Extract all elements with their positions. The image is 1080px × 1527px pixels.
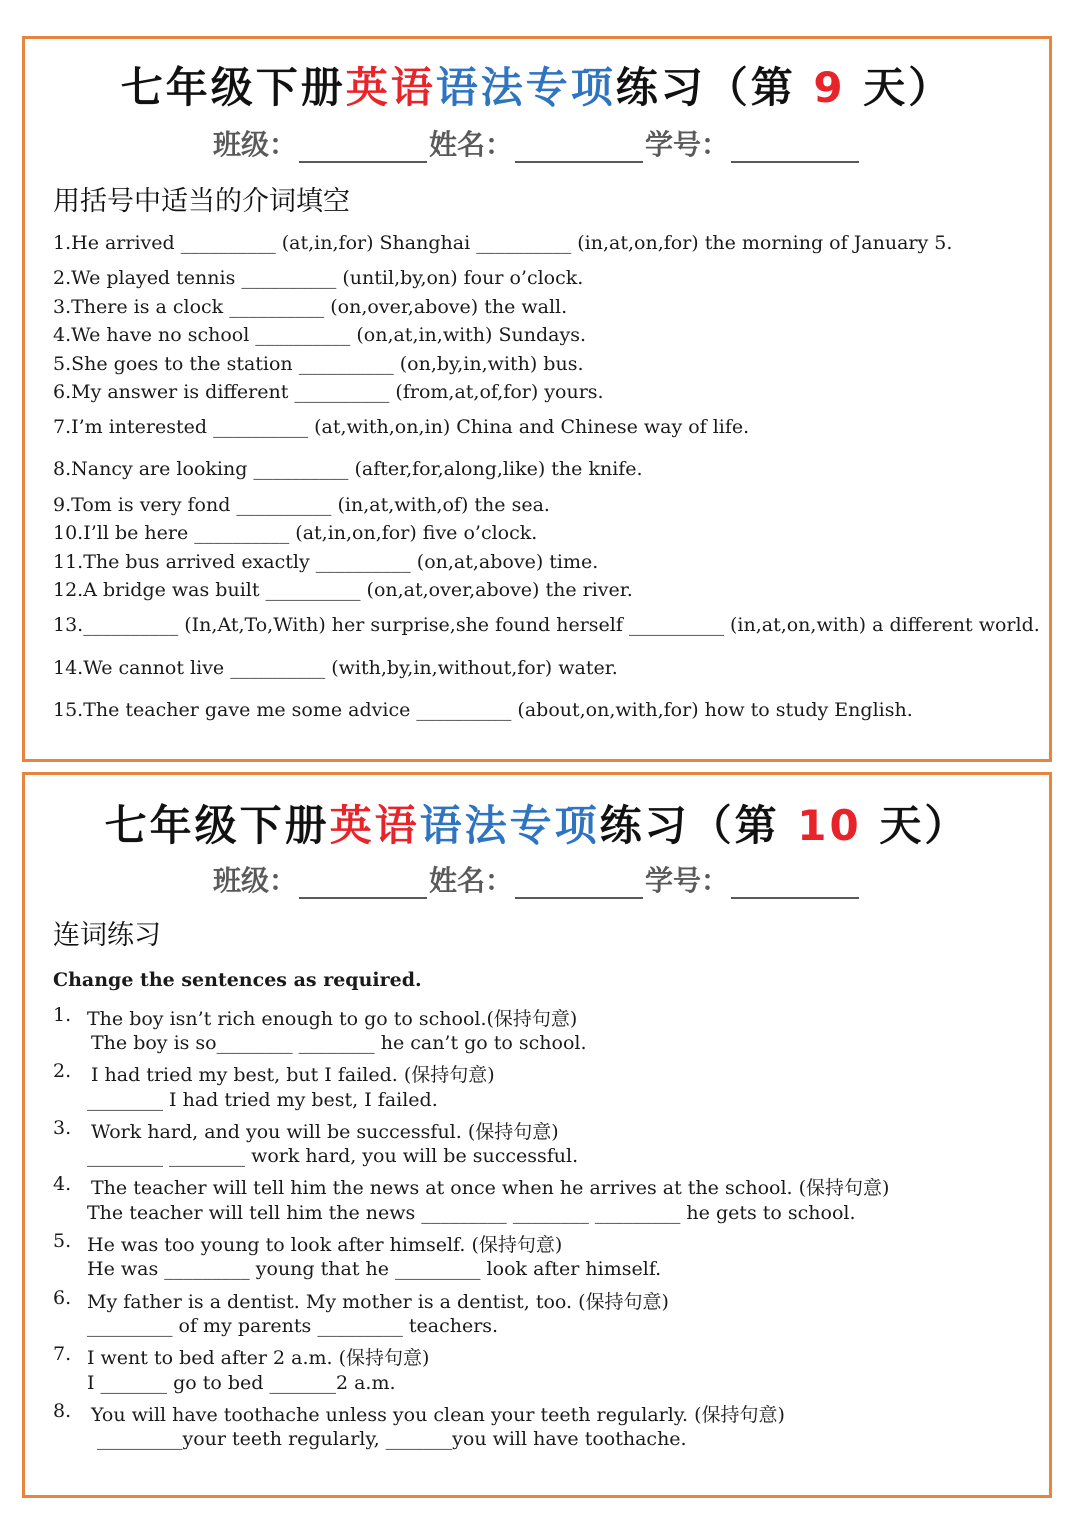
item-answer: _________ of my parents _________ teachers. — [87, 1315, 499, 1337]
id-label: 学号： — [645, 864, 730, 897]
item-answer: The boy is so________ ________ he can’t go to school. — [91, 1032, 587, 1054]
item-number: 8. — [53, 1400, 72, 1422]
item-question: The teacher will tell him the news at once when he arrives at the school. (保持句意) — [91, 1177, 890, 1199]
question-2: 2.We played tennis __________ (until,by,on) four o’clock. — [53, 267, 584, 289]
item-number: 5. — [53, 1230, 72, 1252]
class-blank[interactable] — [299, 871, 427, 899]
worksheet-day-9 — [22, 36, 1052, 762]
item-answer: ________ ________ work hard, you will be successful. — [87, 1145, 579, 1167]
section-title: 用括号中适当的介词填空 — [53, 186, 350, 217]
question-8: 8.Nancy are looking __________ (after,for,along,like) the knife. — [53, 458, 643, 480]
item-question: My father is a dentist. My mother is a dentist, too. (保持句意) — [87, 1291, 669, 1313]
item-number: 2. — [53, 1060, 72, 1082]
name-blank[interactable] — [515, 871, 643, 899]
item-answer: I _______ go to bed _______2 a.m. — [87, 1372, 396, 1394]
name-label: 姓名： — [428, 864, 513, 897]
item-number: 3. — [53, 1117, 72, 1139]
question-9: 9.Tom is very fond __________ (in,at,with,of) the sea. — [53, 494, 550, 516]
id-label: 学号： — [645, 128, 730, 161]
question-5: 5.She goes to the station __________ (on,by,in,with) bus. — [53, 353, 584, 375]
instruction: Change the sentences as required. — [53, 969, 422, 991]
item-number: 6. — [53, 1287, 72, 1309]
question-1: 1.He arrived __________ (at,in,for) Shanghai __________ (in,at,on,for) the morning of January 5. — [53, 232, 953, 254]
item-question: I had tried my best, but I failed. (保持句意) — [91, 1064, 495, 1086]
item-answer: He was _________ young that he _________ look after himself. — [87, 1258, 662, 1280]
student-info-row — [25, 859, 1049, 899]
item-number: 4. — [53, 1173, 72, 1195]
class-label: 班级： — [212, 864, 297, 897]
id-blank[interactable] — [731, 135, 859, 163]
question-11: 11.The bus arrived exactly __________ (on,at,above) time. — [53, 551, 599, 573]
question-12: 12.A bridge was built __________ (on,at,over,above) the river. — [53, 579, 633, 601]
class-label: 班级： — [212, 128, 297, 161]
question-3: 3.There is a clock __________ (on,over,above) the wall. — [53, 296, 568, 318]
question-14: 14.We cannot live __________ (with,by,in,without,for) water. — [53, 657, 618, 679]
question-15: 15.The teacher gave me some advice __________ (about,on,with,for) how to study English. — [53, 699, 913, 721]
item-number: 1. — [53, 1004, 72, 1026]
item-answer: _________your teeth regularly, _______you will have toothache. — [97, 1428, 687, 1450]
name-blank[interactable] — [515, 135, 643, 163]
class-blank[interactable] — [299, 135, 427, 163]
item-answer: ________ I had tried my best, I failed. — [87, 1089, 438, 1111]
id-blank[interactable] — [731, 871, 859, 899]
item-question: Work hard, and you will be successful. (保持句意) — [91, 1121, 559, 1143]
item-number: 7. — [53, 1343, 72, 1365]
item-question: You will have toothache unless you clean your teeth regularly. (保持句意) — [91, 1404, 785, 1426]
question-10: 10.I’ll be here __________ (at,in,on,for) five o’clock. — [53, 522, 538, 544]
question-7: 7.I’m interested __________ (at,with,on,in) China and Chinese way of life. — [53, 416, 750, 438]
question-6: 6.My answer is different __________ (from,at,of,for) yours. — [53, 381, 604, 403]
question-13: 13.__________ (In,At,To,With) her surprise,she found herself __________ (in,at,on,with) a different world. — [53, 614, 1040, 636]
student-info-row — [25, 123, 1049, 163]
worksheet-day-10 — [22, 772, 1052, 1498]
item-question: He was too young to look after himself. (保持句意) — [87, 1234, 563, 1256]
worksheet-title: 七年级下册英语语法专项练习（第 9 天） — [120, 63, 954, 112]
item-question: The boy isn’t rich enough to go to school.(保持句意) — [87, 1008, 578, 1030]
item-question: I went to bed after 2 a.m. (保持句意) — [87, 1347, 430, 1369]
section-title: 连词练习 — [53, 920, 161, 951]
worksheet-title: 七年级下册英语语法专项练习（第 10 天） — [104, 801, 970, 850]
name-label: 姓名： — [428, 128, 513, 161]
item-answer: The teacher will tell him the news _________ ________ _________ he gets to school. — [87, 1202, 856, 1224]
question-4: 4.We have no school __________ (on,at,in,with) Sundays. — [53, 324, 587, 346]
